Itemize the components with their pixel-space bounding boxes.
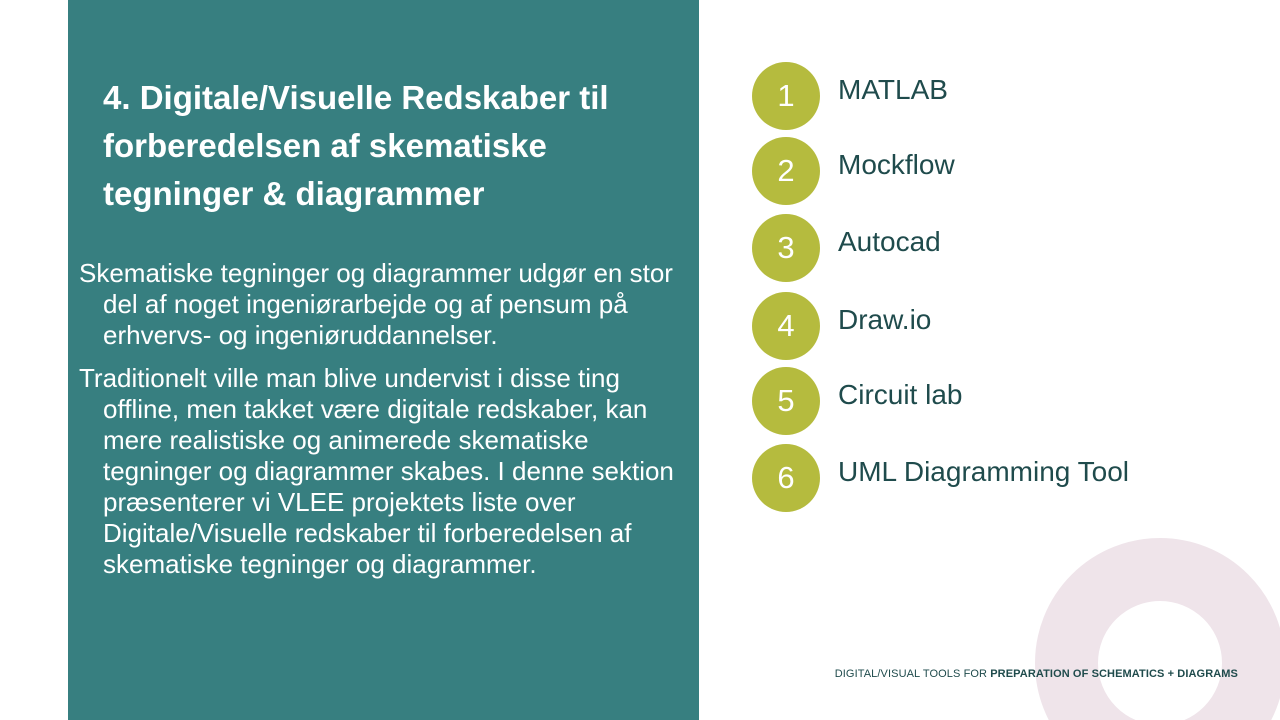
tool-number-badge: 3 xyxy=(752,214,820,282)
tool-number-badge: 6 xyxy=(752,444,820,512)
tool-number-badge: 4 xyxy=(752,292,820,360)
body-text xyxy=(79,258,679,592)
tool-item-2 xyxy=(752,137,1232,205)
slide-title: 4. Digitale/Visuelle Redskaber til forberedelsen af skematiske tegninger & diagrammer xyxy=(103,79,609,212)
tool-label: MATLAB xyxy=(838,74,948,105)
tool-label: Mockflow xyxy=(838,149,955,180)
tool-item-4 xyxy=(752,292,1232,360)
tool-item-5 xyxy=(752,367,1232,435)
footer-prefix: DIGITAL/VISUAL TOOLS FOR xyxy=(834,668,991,680)
tool-number-badge: 2 xyxy=(752,137,820,205)
footer xyxy=(835,668,1238,680)
tool-item-6 xyxy=(752,444,1232,512)
paragraph-intro: Skematiske tegninger og diagrammer udgør en stor del af noget ingeniørarbejde og af pensum på erhvervs- og ingeniøruddannelser. xyxy=(79,258,673,350)
tool-item-3 xyxy=(752,214,1232,282)
tool-number-badge: 5 xyxy=(752,367,820,435)
tool-label: UML Diagramming Tool xyxy=(838,456,1129,487)
tool-label: Circuit lab xyxy=(838,379,963,410)
paragraph-description: Traditionelt ville man blive undervist i disse ting offline, men takket være digitale redskaber, kan mere realistiske og animerede skematiske tegninger og diagrammer skabes. I denne sektion præsenterer vi VLEE projektets liste over Digitale/Visuelle redskaber til forberedelsen af skematiske tegninger og diagrammer. xyxy=(79,363,674,579)
tool-label: Draw.io xyxy=(838,304,932,335)
tool-number-badge: 1 xyxy=(752,62,820,130)
footer-bold: PREPARATION OF SCHEMATICS + DIAGRAMS xyxy=(990,668,1238,680)
tool-label: Autocad xyxy=(838,226,941,257)
decorative-ring xyxy=(1035,538,1280,720)
tool-item-1 xyxy=(752,62,1232,130)
